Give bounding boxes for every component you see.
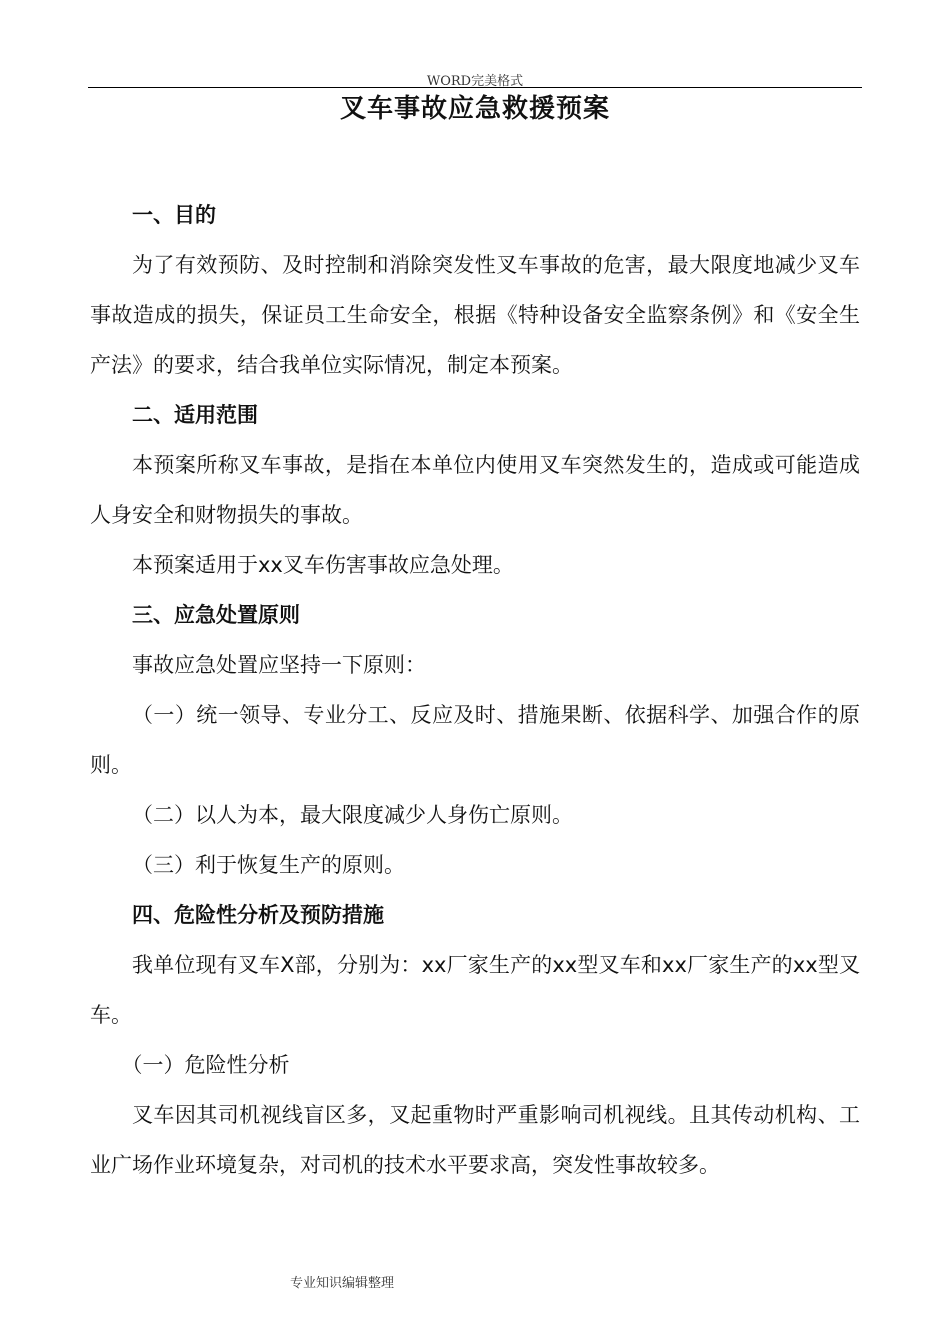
section-heading-scope: 二、适用范围 [132, 403, 258, 427]
paragraph-forklift-inventory: 我单位现有叉车X部，分别为：xx厂家生产的xx型叉车和xx厂家生产的xx型叉车。 [90, 953, 860, 1027]
paragraph-purpose: 为了有效预防、及时控制和消除突发性叉车事故的危害，最大限度地减少叉车事故造成的损失，保证员工生命安全，根据《特种设备安全监察条例》和《安全生产法》的要求，结合我单位实际情况，制定本预案。 [90, 253, 860, 377]
principle-item-3: （三）利于恢复生产的原则。 [132, 853, 405, 877]
principle-item-1: （一）统一领导、专业分工、反应及时、措施果断、依据科学、加强合作的原则。 [90, 703, 860, 777]
section-heading-purpose: 一、目的 [132, 203, 216, 227]
document-body [90, 190, 860, 1190]
paragraph-risk-description: 叉车因其司机视线盲区多，叉起重物时严重影响司机视线。且其传动机构、工业广场作业环境复杂，对司机的技术水平要求高，突发性事故较多。 [90, 1103, 860, 1177]
section-heading-risk-analysis: 四、危险性分析及预防措施 [132, 903, 384, 927]
paragraph-scope-applicability: 本预案适用于xx叉车伤害事故应急处理。 [132, 553, 514, 577]
paragraph-scope-definition: 本预案所称叉车事故，是指在本单位内使用叉车突然发生的，造成或可能造成人身安全和财物损失的事故。 [90, 453, 860, 527]
principle-item-2: （二）以人为本，最大限度减少人身伤亡原则。 [132, 803, 573, 827]
page-header: WORD完美格式 [426, 74, 524, 89]
paragraph-principles-intro: 事故应急处置应坚持一下原则： [132, 653, 426, 677]
section-heading-principles: 三、应急处置原则 [132, 603, 300, 627]
page-footer: 专业知识编辑整理 [290, 1276, 395, 1291]
document-title: 叉车事故应急救援预案 [339, 94, 610, 124]
subsection-heading-risk: （一）危险性分析 [121, 1053, 290, 1077]
